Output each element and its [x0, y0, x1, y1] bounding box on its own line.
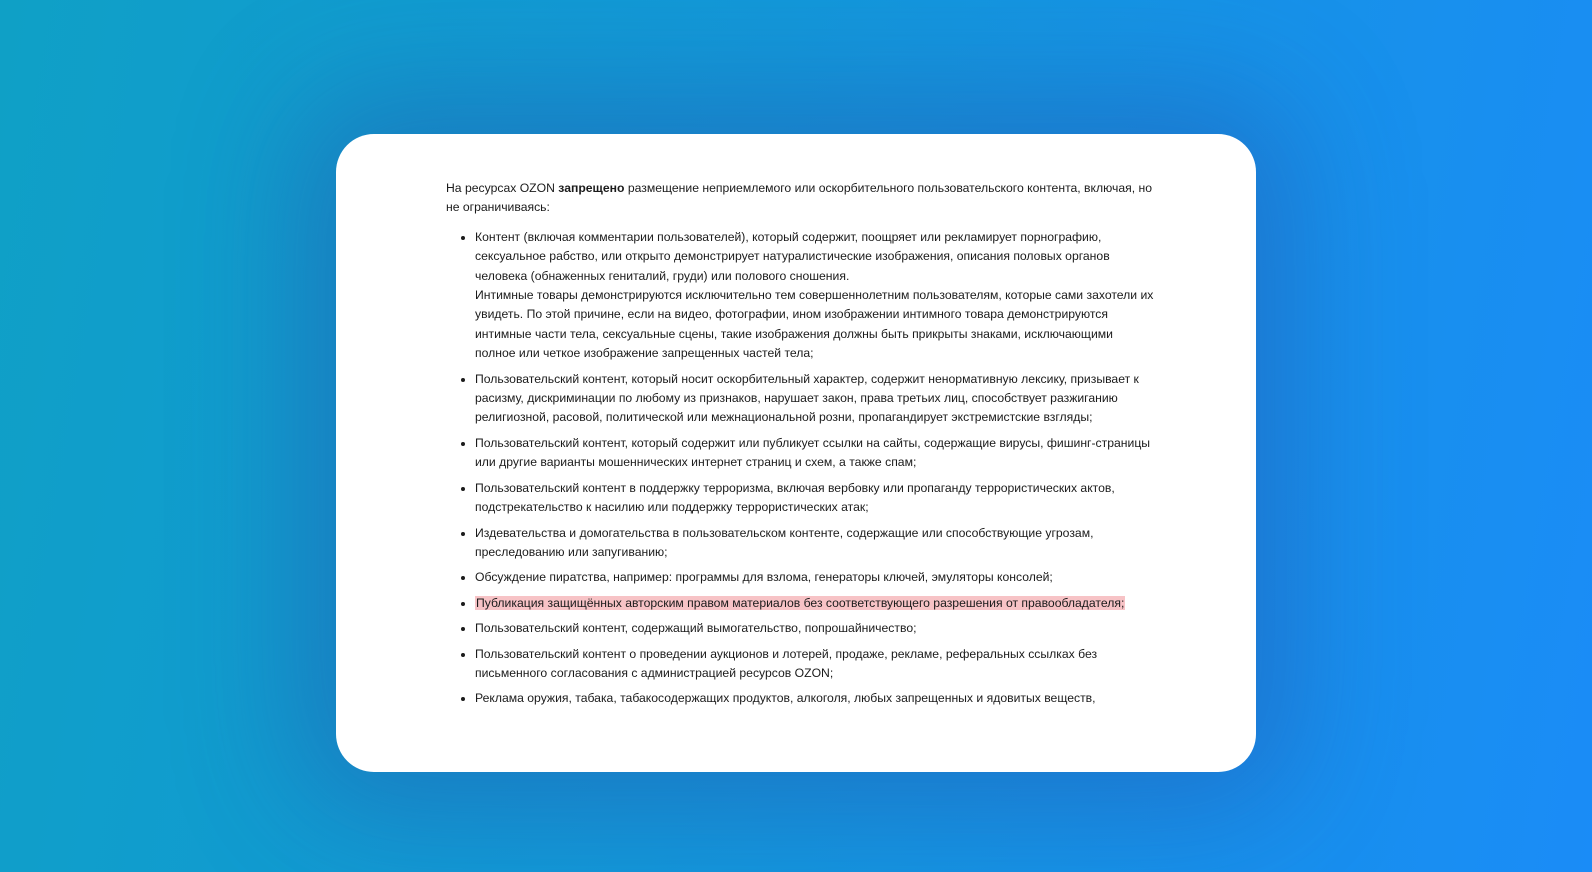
document-content: [446, 179, 1156, 715]
list-item-highlighted: [475, 594, 1156, 613]
intro-suffix: размещение неприемлемого или оскорбительного пользовательского контента, включая, но не ограничиваясь:: [446, 181, 1152, 215]
list-item: [475, 434, 1156, 473]
list-item-text: Пользовательский контент о проведении аукционов и лотерей, продаже, рекламе, реферальных ссылках без письменного согласования с администрацией ресурсов OZON;: [475, 646, 1098, 680]
list-item-text: Пользовательский контент, содержащий вымогательство, попрошайничество;: [475, 621, 917, 636]
list-item: [475, 370, 1156, 428]
list-item-text: Пользовательский контент, который содержит или публикует ссылки на сайты, содержащие вирусы, фишинг-страницы или другие варианты мошеннических интернет страниц и схем, а также спам;: [475, 435, 1151, 470]
intro-bold-word: запрещено: [558, 181, 625, 195]
list-item: [475, 228, 1156, 364]
rules-list: [446, 228, 1156, 709]
list-item: [475, 568, 1156, 587]
list-item-text: Обсуждение пиратства, например: программы для взлома, генераторы ключей, эмуляторы консолей;: [475, 570, 1053, 585]
list-item: [475, 689, 1156, 708]
list-item-text: • Контент (включая комментарии пользователей), который содержит, поощряет или рекламирует порнографию, сексуальное рабство, или открыто демонстрирует натуралистические изображения, описания половых органов человека (обнаженных гениталий, груди) или полового сношения.: [475, 229, 1110, 283]
list-item: [475, 619, 1156, 638]
intro-prefix: На ресурсах OZON: [446, 181, 559, 195]
list-item-text: Пользовательский контент, который носит оскорбительный характер, содержит ненормативную лексику, призывает к расизму, дискриминации по любому из признаков, нарушает закон, права третьих лиц, способствует разжиганию религиозной, расовой, политической или межнациональной розни, пропагандирует экстремистские взгляды;: [475, 371, 1139, 425]
list-item: [475, 479, 1156, 518]
list-item: [475, 524, 1156, 563]
highlighted-text: Публикация защищённых авторским правом материалов без соответствующего разрешения от правообладателя;: [476, 595, 1125, 610]
list-item-text: Пользовательский контент в поддержку терроризма, включая вербовку или пропаганду террористических актов, подстрекательство к насилию или поддержку террористических атак;: [475, 480, 1115, 515]
list-item-text: Издевательства и домогательства в пользовательском контенте, содержащие или способствующие угрозам, преследованию или запугиванию;: [475, 525, 1094, 559]
list-item: [475, 645, 1156, 684]
list-item-text: Реклама оружия, табака, табакосодержащих продуктов, алкоголя, любых запрещенных и ядовитых веществ,: [475, 691, 1096, 706]
intro-paragraph: [446, 179, 1156, 218]
list-item-text: Интимные товары демонстрируются исключительно тем совершеннолетним пользователям, которые сами захотели их увидеть. По этой причине, если на видео, фотографии, ином изображении интимного товара демонстрируются интимные части тела, сексуальные сцены, такие изображения должны быть прикрыты знаками, исключающими полное или четкое изображение запрещенных частей тела;: [475, 288, 1154, 361]
document-card: [336, 134, 1256, 772]
